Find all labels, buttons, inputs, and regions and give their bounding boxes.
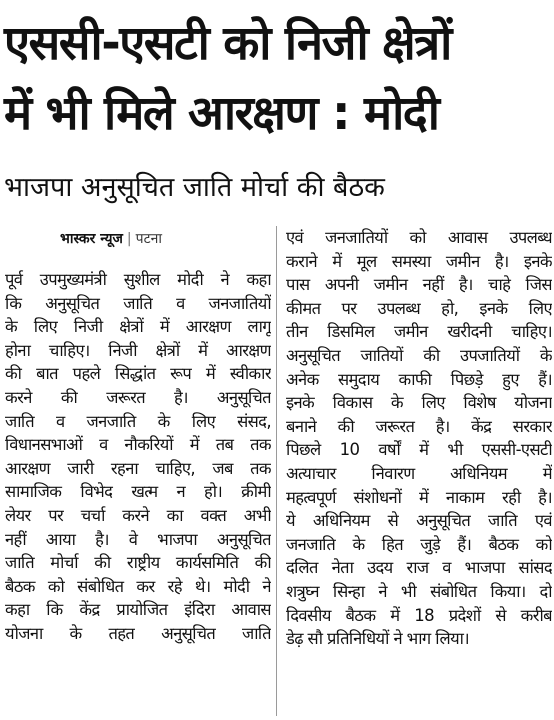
body-line: जाति व जनजाति के लिए संसद, <box>5 411 271 431</box>
body-line: अनुसूचित जातियों की उपजातियों के <box>286 345 552 365</box>
body-line: करने की जरूरत है। अनुसूचित <box>5 387 271 407</box>
body-line: कहा कि केंद्र प्रायोजित इंदिरा आवास <box>5 600 271 620</box>
body-line: डेढ़ सौ प्रतिनिधियों ने भाग लिया। <box>286 629 470 649</box>
body-line: शत्रुघ्न सिन्हा ने भी संबोधित किया। दो <box>286 581 552 601</box>
body-line: पिछले 10 वर्षों में भी एससी-एसटी <box>286 440 552 460</box>
body-line: बैठक को संबोधित कर रहे थे। मोदी ने <box>5 576 271 596</box>
headline-line-1: एससी-एसटी को निजी क्षेत्रों <box>4 16 451 71</box>
body-line: जनजाति के हित जुड़े हैं। बैठक को <box>286 534 552 554</box>
subheadline: भाजपा अनुसूचित जाति मोर्चा की बैठक <box>4 172 385 203</box>
body-line: पूर्व उपमुख्यमंत्री सुशील मोदी ने कहा <box>5 270 271 289</box>
byline-separator: | <box>126 231 132 247</box>
body-line: एवं जनजातियों को आवास उपलब्ध <box>286 228 552 247</box>
body-line: योजना के तहत अनुसूचित जाति <box>5 623 271 643</box>
byline-city: पटना <box>135 231 163 247</box>
body-line: जाति मोर्चा की राष्ट्रीय कार्यसमिति की <box>5 553 271 573</box>
body-line: तीन डिसमिल जमीन खरीदनी चाहिए। <box>286 322 552 342</box>
body-line: आरक्षण जारी रहना चाहिए, जब तक <box>5 458 271 478</box>
body-line: की बात पहले सिद्धांत रूप में स्वीकार <box>5 364 271 384</box>
byline <box>60 226 162 252</box>
headline-line-2: में भी मिले आरक्षण : मोदी <box>4 86 439 141</box>
body-line: दिवसीय बैठक में 18 प्रदेशों से करीब <box>286 605 552 625</box>
body-line: सामाजिक विभेद खत्म न हो। क्रीमी <box>5 482 271 502</box>
body-line: के लिए निजी क्षेत्रों में आरक्षण लागू <box>5 317 271 337</box>
body-line: लेयर पर चर्चा करने का वक्त अभी <box>5 505 271 525</box>
body-line: नहीं आया है। वे भाजपा अनुसूचित <box>5 529 271 549</box>
body-line: कि अनुसूचित जाति व जनजातियों <box>5 293 271 313</box>
body-line: ये अधिनियम से अनुसूचित जाति एवं <box>286 511 552 531</box>
body-line: इनके विकास के लिए विशेष योजना <box>286 393 552 413</box>
byline-bureau: भास्कर न्यूज <box>60 231 123 247</box>
body-line: कीमत पर उपलब्ध हो, इनके लिए <box>286 298 552 318</box>
body-line: दलित नेता उदय राज व भाजपा सांसद <box>286 558 552 578</box>
body-line: अनेक समुदाय काफी पिछड़े हुए हैं। <box>286 369 552 389</box>
body-line: महत्वपूर्ण संशोधनों में नाकाम रही है। <box>286 487 552 507</box>
body-line: अत्याचार निवारण अधिनियम में <box>286 463 552 483</box>
body-line: विधानसभाओं व नौकरियों में तब तक <box>5 435 271 455</box>
right-column <box>286 226 552 651</box>
body-line: होना चाहिए। निजी क्षेत्रों में आरक्षण <box>5 340 271 360</box>
body-line: कराने में मूल समस्या जमीन है। इनके <box>286 251 552 271</box>
left-column <box>5 268 271 646</box>
body-line: बनाने की जरूरत है। केंद्र सरकार <box>286 416 552 436</box>
column-divider <box>276 226 277 716</box>
body-line: पास अपनी जमीन नहीं है। चाहे जिस <box>286 275 552 295</box>
